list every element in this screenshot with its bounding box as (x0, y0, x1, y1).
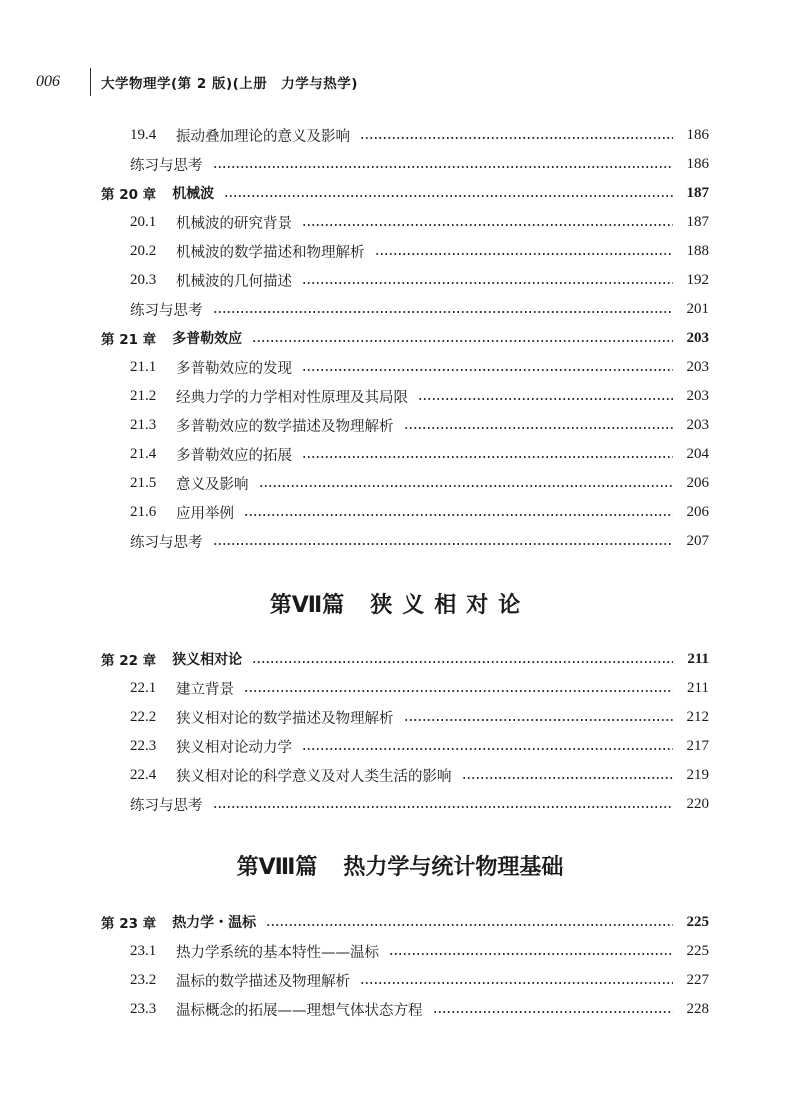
dot-leader (302, 282, 673, 284)
page-ref: 188 (686, 242, 709, 259)
section-number: 21.6 (130, 503, 157, 520)
entry-title: 狭义相对论的数学描述及物理解析 (176, 710, 394, 727)
toc-entry[interactable] (130, 354, 709, 380)
page-ref: 186 (686, 155, 709, 172)
section-number: 22.1 (130, 679, 157, 696)
page-ref: 186 (686, 126, 709, 143)
entry-title: 多普勒效应的发现 (176, 360, 292, 377)
toc-chapter[interactable] (101, 646, 709, 672)
toc-entry[interactable] (130, 675, 709, 701)
entry-title: 练习与思考 (130, 534, 203, 551)
chapter-number: 第 20 章 (101, 187, 157, 203)
dot-leader (302, 224, 673, 226)
entry-title: 多普勒效应的拓展 (176, 447, 292, 464)
page-ref: 206 (686, 474, 709, 491)
page-ref: 203 (686, 358, 709, 375)
entry-title: 练习与思考 (130, 302, 203, 319)
section-number: 23.2 (130, 971, 157, 988)
section-number: 22.2 (130, 708, 157, 725)
section-number: 23.1 (130, 942, 157, 959)
dot-leader (252, 661, 673, 663)
dot-leader (252, 340, 673, 342)
toc-entry[interactable] (130, 791, 709, 817)
entry-title: 意义及影响 (176, 476, 249, 493)
entry-title: 机械波的数学描述和物理解析 (176, 244, 365, 261)
page-ref: 220 (686, 795, 709, 812)
section-number: 23.3 (130, 1000, 157, 1017)
entry-title: 热力学・温标 (172, 915, 257, 931)
page-header (36, 68, 358, 96)
entry-title: 机械波的研究背景 (176, 215, 292, 232)
page-ref: 219 (686, 766, 709, 783)
entry-title: 狭义相对论动力学 (176, 739, 292, 756)
toc-entry[interactable] (130, 209, 709, 235)
entry-title: 温标概念的拓展——理想气体状态方程 (176, 1002, 423, 1019)
page-ref: 225 (686, 942, 709, 959)
entry-title: 狭义相对论 (172, 652, 243, 668)
toc-entry[interactable] (130, 762, 709, 788)
chapter-number: 第 21 章 (101, 332, 157, 348)
dot-leader (266, 924, 673, 926)
page-ref: 201 (686, 300, 709, 317)
part-title: 热力学与统计物理基础 (343, 855, 564, 880)
section-number: 22.4 (130, 766, 157, 783)
toc-chapter[interactable] (101, 909, 709, 935)
dot-leader (462, 777, 674, 779)
entry-title: 机械波的几何描述 (176, 273, 292, 290)
page-ref: 192 (686, 271, 709, 288)
page-ref: 228 (686, 1000, 709, 1017)
entry-title: 狭义相对论的科学意义及对人类生活的影响 (176, 768, 452, 785)
section-number: 19.4 (130, 126, 157, 143)
dot-leader (404, 427, 674, 429)
page-ref: 227 (686, 971, 709, 988)
entry-title: 温标的数学描述及物理解析 (176, 973, 350, 990)
page-ref: 203 (686, 416, 709, 433)
running-title: 大学物理学(第 2 版)(上册 力学与热学) (101, 76, 358, 92)
part-heading (0, 850, 800, 881)
toc-entry[interactable] (130, 383, 709, 409)
entry-title: 练习与思考 (130, 157, 203, 174)
chapter-number: 第 23 章 (101, 916, 157, 932)
dot-leader (224, 195, 673, 197)
toc-entry[interactable] (130, 238, 709, 264)
dot-leader (302, 456, 673, 458)
toc-entry[interactable] (130, 470, 709, 496)
dot-leader (213, 806, 674, 808)
page-ref: 211 (687, 679, 709, 696)
part-heading (0, 588, 800, 619)
section-number: 21.3 (130, 416, 157, 433)
part-title: 狭义相对论 (370, 593, 531, 618)
page-ref: 211 (687, 650, 709, 667)
page-ref: 203 (686, 387, 709, 404)
page-ref: 206 (686, 503, 709, 520)
part-number: 第Ⅷ篇 (236, 855, 318, 880)
dot-leader (259, 485, 674, 487)
section-number: 20.1 (130, 213, 157, 230)
page-ref: 207 (686, 532, 709, 549)
section-number: 20.3 (130, 271, 157, 288)
dot-leader (244, 514, 673, 516)
dot-leader (302, 369, 673, 371)
dot-leader (213, 543, 674, 545)
dot-leader (213, 166, 674, 168)
section-number: 20.2 (130, 242, 157, 259)
entry-title: 振动叠加理论的意义及影响 (176, 128, 350, 145)
dot-leader (389, 953, 673, 955)
page-ref: 203 (686, 329, 709, 346)
toc-entry[interactable] (130, 996, 709, 1022)
toc-entry[interactable] (130, 267, 709, 293)
toc-entry[interactable] (130, 441, 709, 467)
page-ref: 187 (686, 184, 709, 201)
page-ref: 212 (686, 708, 709, 725)
dot-leader (302, 748, 673, 750)
section-number: 22.3 (130, 737, 157, 754)
page-number: 006 (36, 73, 60, 90)
dot-leader (360, 137, 673, 139)
dot-leader (375, 253, 674, 255)
toc-entry[interactable] (130, 499, 709, 525)
entry-title: 经典力学的力学相对性原理及其局限 (176, 389, 408, 406)
toc-chapter[interactable] (101, 325, 709, 351)
entry-title: 多普勒效应 (172, 331, 243, 347)
dot-leader (360, 982, 673, 984)
dot-leader (418, 398, 673, 400)
page-ref: 204 (686, 445, 709, 462)
dot-leader (404, 719, 674, 721)
toc-chapter[interactable] (101, 180, 709, 206)
section-number: 21.4 (130, 445, 157, 462)
section-number: 21.1 (130, 358, 157, 375)
entry-title: 机械波 (172, 186, 215, 202)
page-ref: 217 (686, 737, 709, 754)
toc-entry[interactable] (130, 528, 709, 554)
dot-leader (213, 311, 674, 313)
dot-leader (244, 690, 673, 692)
toc-entry[interactable] (130, 704, 709, 730)
toc-entry[interactable] (130, 296, 709, 322)
toc-entry[interactable] (130, 122, 709, 148)
toc-entry[interactable] (130, 412, 709, 438)
toc-entry[interactable] (130, 733, 709, 759)
dot-leader (433, 1011, 674, 1013)
entry-title: 练习与思考 (130, 797, 203, 814)
chapter-number: 第 22 章 (101, 653, 157, 669)
section-number: 21.5 (130, 474, 157, 491)
toc-entry[interactable] (130, 967, 709, 993)
part-number: 第Ⅶ篇 (269, 593, 345, 618)
entry-title: 热力学系统的基本特性——温标 (176, 944, 379, 961)
header-divider (90, 68, 91, 96)
entry-title: 应用举例 (176, 505, 234, 522)
entry-title: 建立背景 (176, 681, 234, 698)
entry-title: 多普勒效应的数学描述及物理解析 (176, 418, 394, 435)
section-number: 21.2 (130, 387, 157, 404)
page-ref: 225 (686, 913, 709, 930)
page-ref: 187 (686, 213, 709, 230)
toc-entry[interactable] (130, 938, 709, 964)
toc-entry[interactable] (130, 151, 709, 177)
